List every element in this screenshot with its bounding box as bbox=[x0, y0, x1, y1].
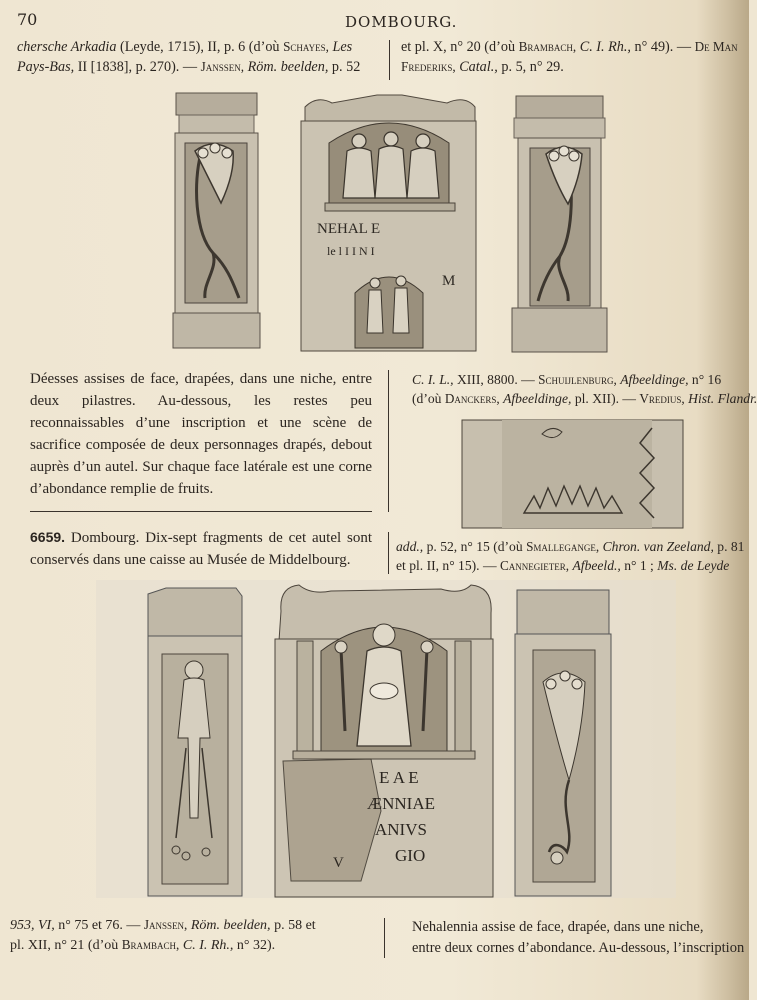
svg-text:GIO: GIO bbox=[395, 846, 426, 865]
right-citation-lower: add., p. 52, n° 15 (d’où Smallegange, Chron. van Zeeland, p. 81 et pl. II, n° 15). — Cannegieter, Afbeeld., n° 1 ; Ms. de Leyde bbox=[396, 539, 745, 573]
page-number: 70 bbox=[17, 10, 38, 29]
left-side-figure-relief bbox=[146, 588, 244, 898]
entry-separator bbox=[30, 511, 372, 512]
column-divider bbox=[389, 40, 390, 80]
svg-text:le l I I N I: le l I I N I bbox=[327, 244, 375, 258]
front-altar-three-goddesses bbox=[297, 93, 480, 353]
bottom-left-citation: 953, VI, n° 75 et 76. — Janssen, Röm. beelden, p. 58 et pl. XII, n° 21 (d’où Brambach, C. I. Rh., n° 32). bbox=[10, 917, 316, 953]
top-left-citation: chersche Arkadia (Leyde, 1715), II, p. 6 (d’où Schayes, Les Pays-Bas, II [1838], p. 270). — Janssen, Röm. beelden, p. 52 bbox=[17, 39, 361, 75]
entry-6659 bbox=[30, 526, 372, 571]
right-side-pilaster-cornucopia bbox=[512, 96, 607, 352]
altar-fragment-image bbox=[462, 418, 683, 530]
entry-description-goddesses: Déesses assises de face, drapées, dans une niche, entre deux pilastres. Au-dessous, les restes peu reconnaissables d’une inscription et une scène de sacrifice composée de deux personnages drapés, debout auprès d’un autel. Sur chaque face latérale est une corne d’abondance remplie de fruits. bbox=[30, 371, 372, 497]
column-divider-lower bbox=[388, 532, 389, 574]
entry-lead: Dombourg. Dix-sept fragments de cet autel sont conservés dans une caisse au Musée de Middelbourg. bbox=[30, 530, 373, 568]
right-citation-upper: C. I. L., XIII, 8800. — Schuijlenburg, Afbeeldinge, n° 16 (d’où Danckers, Afbeeldinge, pl. XII). — Vredius, Hist. Flandr. bbox=[412, 372, 757, 406]
bottom-right-description: Nehalennia assise de face, drapée, dans une niche, entre deux cornes d’abondance. Au-dessous, l’inscription bbox=[412, 919, 745, 956]
column-divider-bottom bbox=[384, 918, 385, 958]
svg-text:M: M bbox=[442, 273, 456, 289]
svg-text:NEHAL E: NEHAL E bbox=[317, 221, 381, 237]
top-right-citation: et pl. X, n° 20 (d’où Brambach, C. I. Rh., n° 49). — De Man Frederiks, Catal., p. 5, n° 29. bbox=[401, 39, 738, 75]
svg-text:E A E: E A E bbox=[379, 768, 419, 787]
svg-text:V: V bbox=[333, 855, 344, 871]
svg-text:ANIVS: ANIVS bbox=[375, 820, 427, 839]
column-divider-middle bbox=[388, 370, 389, 512]
running-title: DOMBOURG. bbox=[345, 13, 458, 31]
front-altar-nehalennia bbox=[271, 581, 497, 899]
left-side-pilaster-cornucopia bbox=[173, 93, 260, 348]
svg-text:ÆNNIAE: ÆNNIAE bbox=[367, 794, 435, 813]
right-side-cornucopia-relief bbox=[513, 590, 613, 898]
entry-number: 6659. bbox=[30, 529, 66, 545]
